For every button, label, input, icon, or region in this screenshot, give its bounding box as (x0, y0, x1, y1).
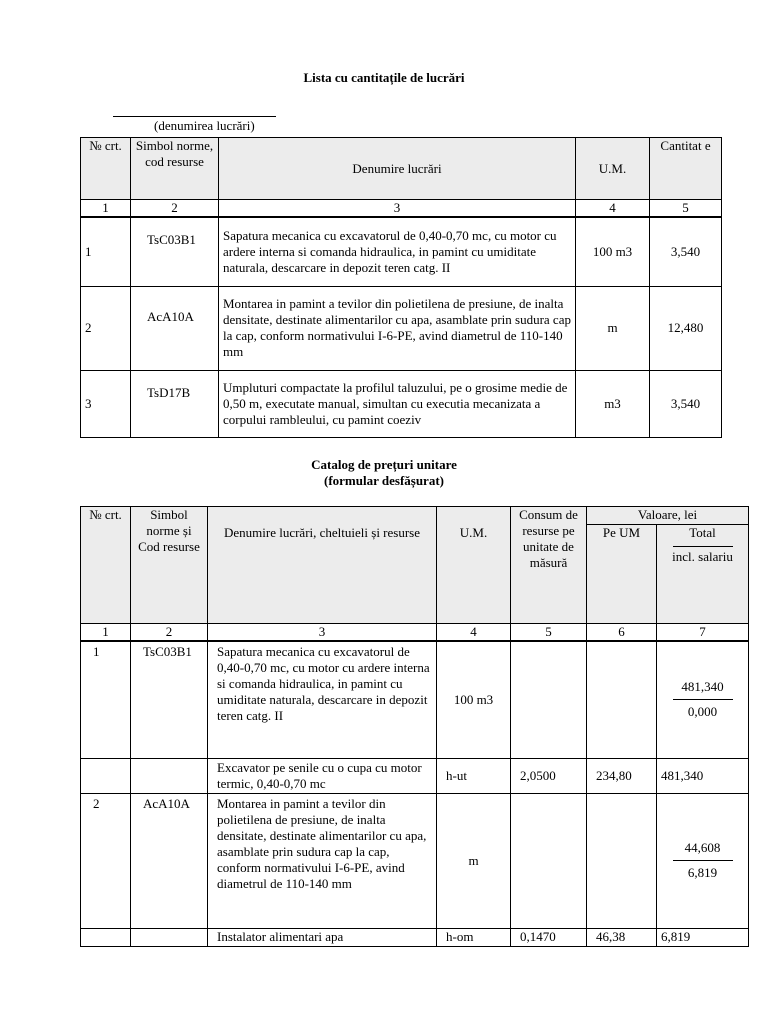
row-nr (81, 758, 131, 793)
header-total (657, 525, 749, 624)
row-nr: 3 (81, 370, 131, 437)
row-total: 481,340 (657, 758, 749, 793)
row-total-value: 481,340 (681, 679, 724, 695)
header-um: U.M. (576, 138, 650, 200)
row-per-um: 234,80 (587, 758, 657, 793)
row-per-um: 46,38 (587, 928, 657, 946)
row-description: Sapatura mecanica cu excavatorul de 0,40-0,70 mc, cu motor cu ardere interna si comanda hidraulica, in pamint cu umiditate naturala, descarcare in depozit teren catg. II (208, 641, 437, 758)
row-total: 6,819 (657, 928, 749, 946)
col-number: 3 (208, 624, 437, 642)
col-number: 4 (576, 200, 650, 218)
row-description: Sapatura mecanica cu excavatorul de 0,40-0,70 mc, cu motor cu ardere interna si comanda hidraulica, in pamint cu umiditate naturala, descarcare in depozit teren catg. II (219, 217, 576, 286)
row-total (657, 793, 749, 928)
row-um: h-ut (437, 758, 511, 793)
row-symbol: AcA10A (131, 286, 219, 370)
row-total-salary: 0,000 (687, 704, 718, 720)
row-nr: 1 (81, 217, 131, 286)
table-row (81, 370, 722, 437)
row-total (657, 641, 749, 758)
table-row (81, 641, 749, 758)
col-number: 1 (81, 200, 131, 218)
row-description: Umpluturi compactate la profilul taluzului, pe o grosime medie de 0,50 m, executate manual, simultan cu executia mecanizata a corpului rambleului, cu pamint coeziv (219, 370, 576, 437)
row-nr: 1 (81, 641, 131, 758)
header-nr: № crt. (81, 138, 131, 200)
row-quantity: 12,480 (650, 286, 722, 370)
row-symbol (131, 758, 208, 793)
table-row (81, 758, 749, 793)
header-nr: № crt. (81, 507, 131, 624)
row-um: 100 m3 (576, 217, 650, 286)
col-number: 6 (587, 624, 657, 642)
row-total-value: 44,608 (684, 840, 721, 855)
header-um: U.M. (437, 507, 511, 624)
row-consumption (511, 793, 587, 928)
col-number: 2 (131, 624, 208, 642)
work-name-caption: (denumirea lucrări) (154, 118, 255, 133)
row-um: m3 (576, 370, 650, 437)
col-number: 3 (219, 200, 576, 218)
row-symbol: TsC03B1 (131, 641, 208, 758)
quantities-table (80, 137, 722, 438)
row-description: Excavator pe senile cu o cupa cu motor termic, 0,40-0,70 mc (208, 758, 437, 793)
row-nr (81, 928, 131, 946)
col-number: 5 (511, 624, 587, 642)
header-value: Valoare, lei (587, 507, 749, 525)
header-symbol: Simbol norme, cod resurse (131, 138, 219, 200)
table-row (81, 793, 749, 928)
header-quantity: Cantitat e (650, 138, 722, 200)
row-description: Montarea in pamint a tevilor din polietilena de presiune, de inalta densitate, destinate alimentarilor cu apa, asamblate prin sudura cap la cap, conform normativului I-6-PE, avind diametrul de 110-140 mm (219, 286, 576, 370)
signature-line (113, 116, 276, 117)
table-row (81, 928, 749, 946)
row-um: h-om (437, 928, 511, 946)
row-consumption (511, 641, 587, 758)
row-quantity: 3,540 (650, 370, 722, 437)
row-symbol: TsC03B1 (131, 217, 219, 286)
row-total-salary: 6,819 (687, 865, 718, 880)
col-number: 5 (650, 200, 722, 218)
table2-title: Catalog de prețuri unitare (311, 457, 457, 472)
row-description: Montarea in pamint a tevilor din polietilena de presiune, de inalta densitate, destinate alimentarilor cu apa, asamblate prin sudura cap la cap, conform normativului I-6-PE, avind diametrul de 110-140 mm (208, 793, 437, 928)
header-symbol: Simbol norme și Cod resurse (131, 507, 208, 624)
row-nr: 2 (81, 286, 131, 370)
table1-title: Lista cu cantitațile de lucrări (303, 70, 465, 85)
row-symbol: TsD17B (131, 370, 219, 437)
row-nr: 2 (81, 793, 131, 928)
row-quantity: 3,540 (650, 217, 722, 286)
row-per-um (587, 641, 657, 758)
col-number: 4 (437, 624, 511, 642)
header-total-salary: incl. salariu (672, 549, 733, 564)
row-um: 100 m3 (437, 641, 511, 758)
row-symbol (131, 928, 208, 946)
header-description: Denumire lucrări, cheltuieli și resurse (208, 507, 437, 624)
row-consumption: 0,1470 (511, 928, 587, 946)
header-consumption: Consum de resurse pe unitate de măsură (511, 507, 587, 624)
header-total-label: Total (689, 525, 716, 540)
table-row (81, 286, 722, 370)
header-description: Denumire lucrări (219, 138, 576, 200)
row-um: m (576, 286, 650, 370)
table-row (81, 217, 722, 286)
row-um: m (437, 793, 511, 928)
col-number: 1 (81, 624, 131, 642)
row-per-um (587, 793, 657, 928)
row-description: Instalator alimentari apa (208, 928, 437, 946)
unit-prices-table (80, 506, 749, 947)
header-per-um: Pe UM (587, 525, 657, 624)
col-number: 2 (131, 200, 219, 218)
row-consumption: 2,0500 (511, 758, 587, 793)
col-number: 7 (657, 624, 749, 642)
row-symbol: AcA10A (131, 793, 208, 928)
table2-subtitle: (formular desfășurat) (324, 473, 444, 488)
